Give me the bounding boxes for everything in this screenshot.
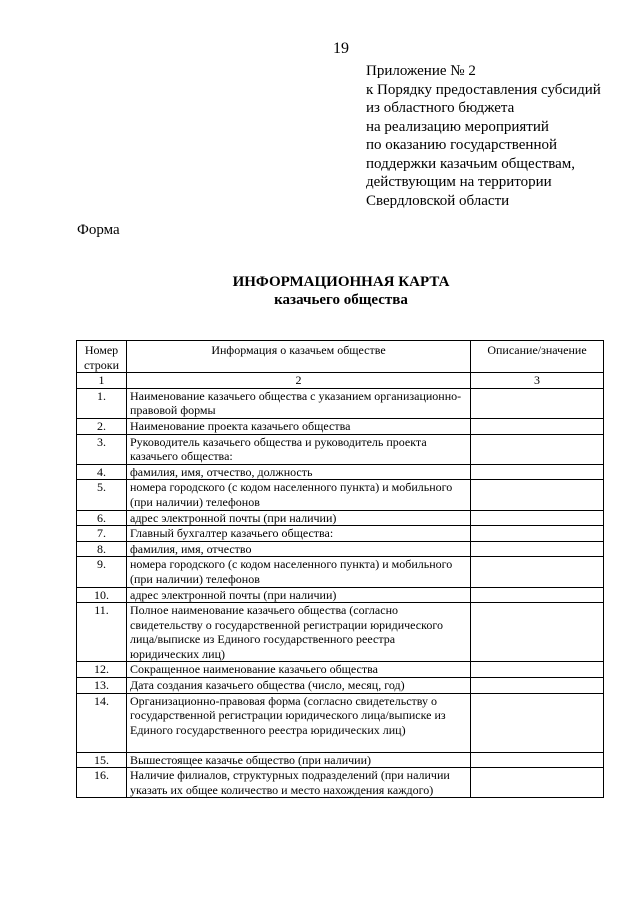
row-info: Вышестоящее казачье общество (при наличии) [127, 752, 471, 768]
row-value[interactable] [471, 752, 604, 768]
row-num: 3. [77, 434, 127, 464]
title-line-1: ИНФОРМАЦИОННАЯ КАРТА [232, 274, 450, 290]
row-info: Дата создания казачьего общества (число, месяц, год) [127, 678, 471, 694]
column-index: 1 [77, 373, 127, 389]
row-value[interactable] [471, 557, 604, 587]
row-info: фамилия, имя, отчество [127, 541, 471, 557]
row-info: адрес электронной почты (при наличии) [127, 510, 471, 526]
row-value[interactable] [471, 480, 604, 510]
row-value[interactable] [471, 768, 604, 798]
row-num: 5. [77, 480, 127, 510]
appendix-line: Приложение № 2 [366, 63, 476, 79]
info-table [76, 340, 604, 798]
row-info: Наименование казачьего общества с указанием организационно-правовой формы [127, 388, 471, 418]
row-value[interactable] [471, 434, 604, 464]
row-value[interactable] [471, 693, 604, 752]
column-index-row [77, 373, 604, 389]
header-num: Номер строки [77, 341, 127, 373]
row-num: 12. [77, 662, 127, 678]
header-value: Описание/значение [471, 341, 604, 373]
appendix-line: к Порядку предоставления субсидий [366, 81, 601, 98]
row-num: 15. [77, 752, 127, 768]
appendix-line: по оказанию государственной [366, 137, 557, 153]
form-label: Форма [77, 222, 120, 238]
row-value[interactable] [471, 418, 604, 434]
appendix-line: на реализацию мероприятий [366, 118, 549, 135]
row-info: номера городского (с кодом населенного пункта) и мобильного (при наличии) телефонов [127, 480, 471, 510]
row-info: Организационно-правовая форма (согласно свидетельству о государственной регистрации юридического лица/выписке из Единого государственного реестра юридических лиц) [127, 693, 471, 752]
title-line-2: казачьего общества [274, 292, 408, 308]
row-num: 14. [77, 693, 127, 752]
column-index: 2 [127, 373, 471, 389]
row-info: Руководитель казачьего общества и руководитель проекта казачьего общества: [127, 434, 471, 464]
table-row [77, 662, 604, 678]
appendix-line: из областного бюджета [366, 100, 515, 116]
table-row [77, 678, 604, 694]
header-info: Информация о казачьем обществе [127, 341, 471, 373]
page-number: 19 [333, 40, 349, 57]
table-row [77, 464, 604, 480]
row-value[interactable] [471, 662, 604, 678]
column-index: 3 [471, 373, 604, 389]
row-info: номера городского (с кодом населенного пункта) и мобильного (при наличии) телефонов [127, 557, 471, 587]
table-row [77, 388, 604, 418]
appendix-line: поддержки казачьим обществам, [366, 155, 576, 172]
row-value[interactable] [471, 587, 604, 603]
row-num: 10. [77, 587, 127, 603]
row-info: Наличие филиалов, структурных подразделений (при наличии указать их общее количество и место нахождения каждого) [127, 768, 471, 798]
row-num: 11. [77, 603, 127, 662]
row-value[interactable] [471, 464, 604, 480]
header-row [77, 341, 604, 373]
row-value[interactable] [471, 678, 604, 694]
row-value[interactable] [471, 510, 604, 526]
row-value[interactable] [471, 541, 604, 557]
row-num: 6. [77, 510, 127, 526]
row-num: 7. [77, 526, 127, 542]
row-info: Наименование проекта казачьего общества [127, 418, 471, 434]
table-row [77, 693, 604, 752]
table-row [77, 752, 604, 768]
row-value[interactable] [471, 388, 604, 418]
row-info: фамилия, имя, отчество, должность [127, 464, 471, 480]
document-title [0, 273, 640, 309]
table-row [77, 480, 604, 510]
row-value[interactable] [471, 526, 604, 542]
row-info: Полное наименование казачьего общества (согласно свидетельству о государственной регистрации юридического лица/выписке из Единого государственного реестра юридических лиц) [127, 603, 471, 662]
row-num: 13. [77, 678, 127, 694]
row-info: Сокращенное наименование казачьего общества [127, 662, 471, 678]
row-num: 9. [77, 557, 127, 587]
row-info: адрес электронной почты (при наличии) [127, 587, 471, 603]
table-row [77, 587, 604, 603]
appendix-line: действующим на территории [366, 174, 552, 190]
table-row [77, 434, 604, 464]
row-info: Главный бухгалтер казачьего общества: [127, 526, 471, 542]
appendix-block [366, 62, 601, 210]
row-value[interactable] [471, 603, 604, 662]
table-row [77, 510, 604, 526]
row-num: 16. [77, 768, 127, 798]
table-row [77, 603, 604, 662]
row-num: 8. [77, 541, 127, 557]
table-row [77, 526, 604, 542]
table-row [77, 541, 604, 557]
table-row [77, 418, 604, 434]
row-num: 4. [77, 464, 127, 480]
row-num: 1. [77, 388, 127, 418]
table-row [77, 768, 604, 798]
table-row [77, 557, 604, 587]
appendix-line: Свердловской области [366, 192, 510, 209]
row-num: 2. [77, 418, 127, 434]
